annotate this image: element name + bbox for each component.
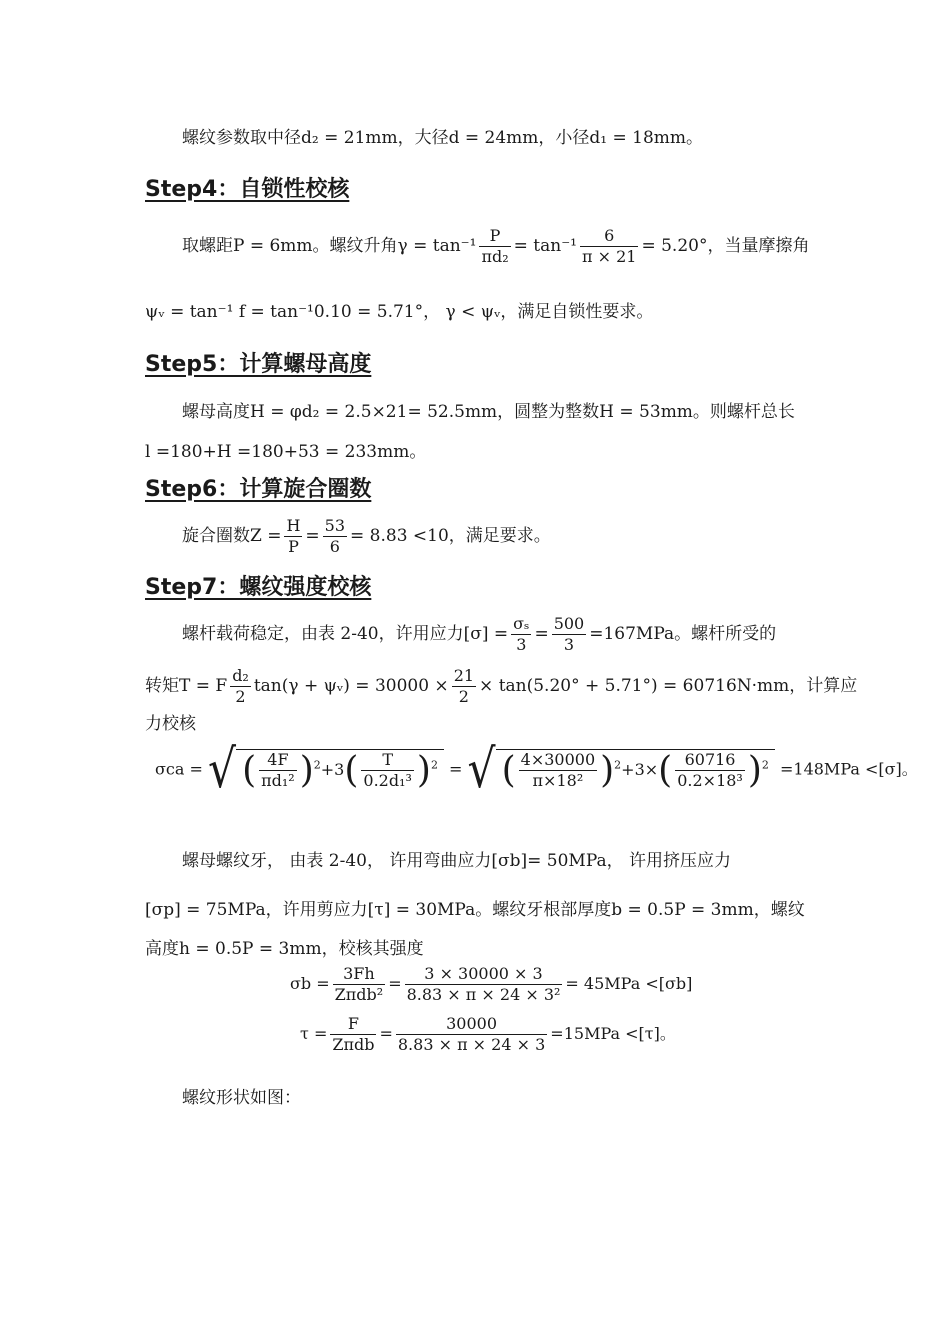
fraction-denominator: P [288, 537, 299, 556]
fraction-denominator: 2 [458, 687, 469, 706]
square-exponent: 2 [313, 758, 321, 772]
eq-lhs: τ = [300, 1024, 328, 1043]
fraction [259, 750, 297, 791]
fraction-numerator: 6 [580, 226, 638, 247]
fraction-numerator: d₂ [232, 666, 249, 685]
step5-nut-height-line: 螺母高度H = φd₂ = 2.5×21= 52.5mm，圆整为整数H = 53mm。则螺杆总长 [182, 402, 795, 422]
fraction-numerator: 60716 [675, 750, 745, 771]
fraction-numerator: F [330, 1014, 376, 1035]
fraction-numerator: 4×30000 [520, 750, 596, 769]
paren-icon: ( [501, 749, 516, 791]
paren-icon: ) [747, 749, 762, 791]
eq-plus: +3 [320, 760, 345, 779]
eq-rhs: = 45MPa <[σb] [565, 974, 693, 993]
sqrt-icon: √ [467, 738, 496, 800]
fraction-numerator: 30000 [396, 1014, 547, 1035]
step7-heading: Step7：螺纹强度校核 [145, 575, 372, 600]
paren-icon: ) [416, 749, 431, 791]
fraction [511, 614, 531, 655]
square-exponent: 2 [761, 758, 769, 772]
step7-text-b: =167MPa。螺杆所受的 [589, 624, 777, 644]
fraction-denominator: 6 [329, 537, 340, 556]
fraction-denominator: 3 [516, 635, 527, 654]
fraction [284, 516, 302, 557]
eq-rhs: =15MPa <[τ]。 [550, 1024, 676, 1043]
thread-shape-caption: 螺纹形状如图： [182, 1088, 301, 1108]
eq-plus-times: +3× [621, 760, 659, 779]
bending-stress-equation [290, 964, 692, 1005]
fraction-denominator: π × 21 [582, 247, 637, 266]
step7-allowable-stress-line [182, 614, 776, 655]
fraction-denominator: πd₂ [481, 247, 509, 266]
step6-text-a: 旋合圈数Z = [182, 526, 282, 546]
paren-icon: ( [658, 749, 673, 791]
step7-text-e: × tan(5.20° + 5.71°) = 60716N·mm，计算应 [479, 676, 858, 696]
fraction-denominator: πd₁² [261, 771, 295, 790]
fraction-denominator: Zπdb [332, 1035, 375, 1054]
paren-icon: ( [344, 749, 359, 791]
fraction-numerator: 3 × 30000 × 3 [405, 964, 563, 985]
fraction-numerator: T [361, 750, 414, 771]
sqrt-icon: √ [208, 738, 237, 800]
step7-text-c: 转矩T = F [145, 676, 228, 696]
square-exponent: 2 [430, 758, 438, 772]
fraction-numerator: 4F [259, 750, 297, 771]
equals-sign: = [379, 1024, 393, 1043]
equals-sign: = [305, 526, 320, 546]
fraction-denominator: 0.2×18³ [677, 771, 743, 790]
radicand [496, 749, 775, 791]
fraction-numerator: 500 [553, 614, 585, 633]
fraction-denominator: 0.2d₁³ [363, 771, 412, 790]
fraction [452, 666, 476, 707]
eq-rhs: =148MPa <[σ]。 [779, 759, 918, 779]
fraction-numerator: H [286, 516, 301, 535]
fraction-denominator: Zπdb² [334, 985, 384, 1004]
step4-lead-angle-line [182, 226, 809, 267]
equals-sign: = [388, 974, 402, 993]
thread-parameters-line: 螺纹参数取中径d₂ = 21mm，大径d = 24mm，小径d₁ = 18mm。 [182, 128, 704, 148]
paren-icon: ) [299, 749, 314, 791]
nut-thread-line-2: [σp] = 75MPa，许用剪应力[τ] = 30MPa。螺纹牙根部厚度b = 0.5P = 3mm，螺纹 [145, 900, 805, 920]
nut-thread-line-3: 高度h = 0.5P = 3mm，校核其强度 [145, 939, 424, 959]
fraction-denominator: 8.83 × π × 24 × 3 [397, 1035, 546, 1054]
fraction-numerator: σₛ [513, 614, 530, 633]
shear-stress-equation [300, 1014, 676, 1055]
step5-total-length-line: l =180+H =180+53 = 233mm。 [145, 442, 427, 462]
fraction [405, 964, 563, 1005]
fraction-numerator: 21 [453, 666, 475, 685]
step4-text-b: = tan⁻¹ [513, 236, 577, 256]
fraction [323, 516, 347, 557]
fraction [361, 750, 414, 791]
fraction-denominator: 8.83 × π × 24 × 3² [406, 985, 561, 1004]
step6-text-b: = 8.83 <10，满足要求。 [350, 526, 551, 546]
fraction [552, 614, 587, 655]
eq-lhs: σb = [290, 974, 330, 993]
step7-torque-line [145, 666, 857, 707]
step4-friction-angle-line: ψᵥ = tan⁻¹ f = tan⁻¹0.10 = 5.71°， γ < ψᵥ，满足自锁性要求。 [145, 302, 654, 322]
step7-stress-check-label: 力校核 [145, 714, 196, 734]
fraction-numerator: 3Fh [333, 964, 386, 985]
fraction [675, 750, 745, 791]
fraction [396, 1014, 547, 1055]
eq-lhs: σca = [155, 759, 203, 779]
paren-icon: ) [600, 749, 615, 791]
fraction [580, 226, 638, 267]
fraction-denominator: 2 [235, 687, 246, 706]
step4-text-a: 取螺距P = 6mm。螺纹升角γ = tan⁻¹ [182, 236, 477, 256]
fraction [230, 666, 251, 707]
step4-text-c: = 5.20°，当量摩擦角 [641, 236, 810, 256]
step5-heading: Step5：计算螺母高度 [145, 352, 372, 377]
fraction-numerator: 53 [324, 516, 346, 535]
nut-thread-line-1: 螺母螺纹牙， 由表 2-40， 许用弯曲应力[σb]= 50MPa， 许用挤压应力 [182, 851, 732, 871]
step7-text-a: 螺杆载荷稳定，由表 2-40，许用应力[σ] = [182, 624, 509, 644]
step4-heading: Step4：自锁性校核 [145, 177, 350, 202]
fraction-denominator: π×18² [532, 771, 584, 790]
paren-icon: ( [242, 749, 257, 791]
step7-text-d: tan(γ + ψᵥ) = 30000 × [253, 676, 449, 696]
fraction-numerator: P [479, 226, 510, 247]
fraction [333, 964, 386, 1005]
step6-engagement-line [182, 516, 551, 557]
eq-equals: = [449, 759, 463, 779]
fraction [519, 750, 597, 791]
square-exponent: 2 [614, 758, 622, 772]
fraction-denominator: 3 [563, 635, 575, 654]
combined-stress-equation [155, 738, 918, 800]
fraction [330, 1014, 376, 1055]
radicand [236, 749, 444, 791]
step6-heading: Step6：计算旋合圈数 [145, 477, 372, 502]
fraction [479, 226, 510, 267]
equals-sign: = [534, 624, 549, 644]
